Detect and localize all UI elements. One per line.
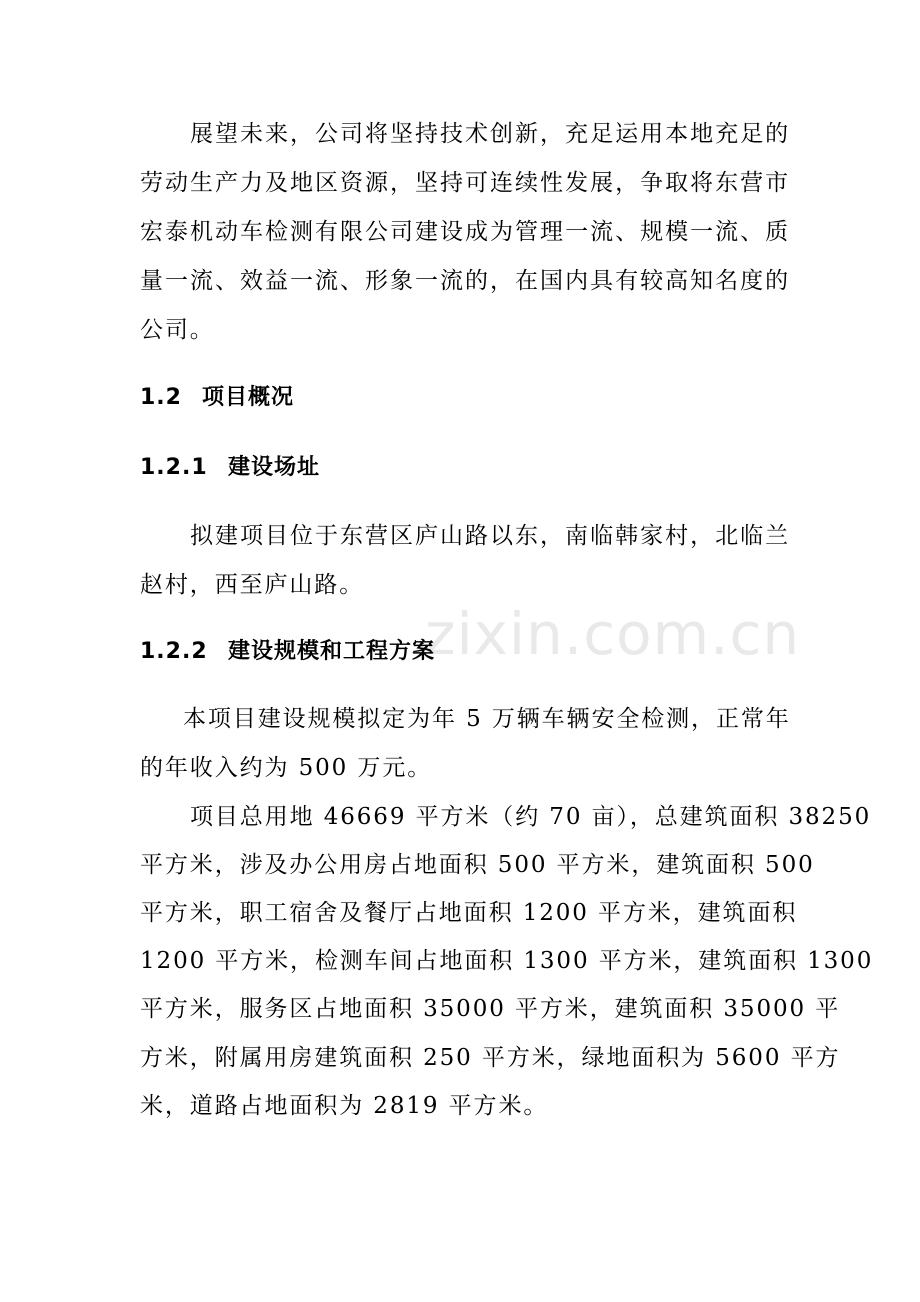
section-heading-1-2-1 [140, 450, 790, 486]
section-number: 1.2 [140, 385, 182, 410]
section-title: 建设规模和工程方案 [228, 639, 436, 664]
para1-line-2: 劳动生产力及地区资源，坚持可连续性发展，争取将东营市 [140, 170, 790, 196]
para2-line-1: 拟建项目位于东营区庐山路以东，南临韩家村，北临兰 [190, 523, 790, 549]
section-number: 1.2.1 [140, 455, 208, 480]
para4-line-4: 1200 平方米，检测车间占地面积 1300 平方米，建筑面积 1300 [140, 948, 874, 974]
para1-line-3: 宏泰机动车检测有限公司建设成为管理一流、规模一流、质 [140, 219, 790, 245]
para4-line-1: 项目总用地 46669 平方米（约 70 亩），总建筑面积 38250 [190, 804, 872, 830]
para3-line-2: 的年收入约为 500 万元。 [140, 755, 433, 781]
para1-line-1: 展望未来，公司将坚持技术创新，充足运用本地充足的 [190, 121, 790, 147]
section-heading-1-2-2 [140, 634, 790, 670]
watermark: zixin.com.cn [425, 600, 801, 668]
section-heading-1-2 [140, 380, 790, 416]
section-number: 1.2.2 [140, 639, 208, 664]
para4-line-7: 米，道路占地面积为 2819 平方米。 [140, 1093, 549, 1119]
para4-line-2: 平方米，涉及办公用房占地面积 500 平方米，建筑面积 500 [140, 852, 815, 878]
para4-line-3: 平方米，职工宿舍及餐厅占地面积 1200 平方米，建筑面积 [140, 900, 798, 926]
para3-line-1: 本项目建设规模拟定为年 5 万辆车辆安全检测，正常年 [183, 706, 791, 732]
para1-line-5: 公司。 [140, 317, 215, 343]
section-title: 建设场址 [228, 455, 321, 480]
para1-line-4: 量一流、效益一流、形象一流的，在国内具有较高知名度的 [140, 268, 790, 294]
para4-line-6: 方米，附属用房建筑面积 250 平方米，绿地面积为 5600 平方 [140, 1045, 841, 1071]
section-title: 项目概况 [202, 385, 295, 410]
para2-line-2: 赵村，西至庐山路。 [140, 572, 365, 598]
para4-line-5: 平方米，服务区占地面积 35000 平方米，建筑面积 35000 平 [140, 996, 841, 1022]
